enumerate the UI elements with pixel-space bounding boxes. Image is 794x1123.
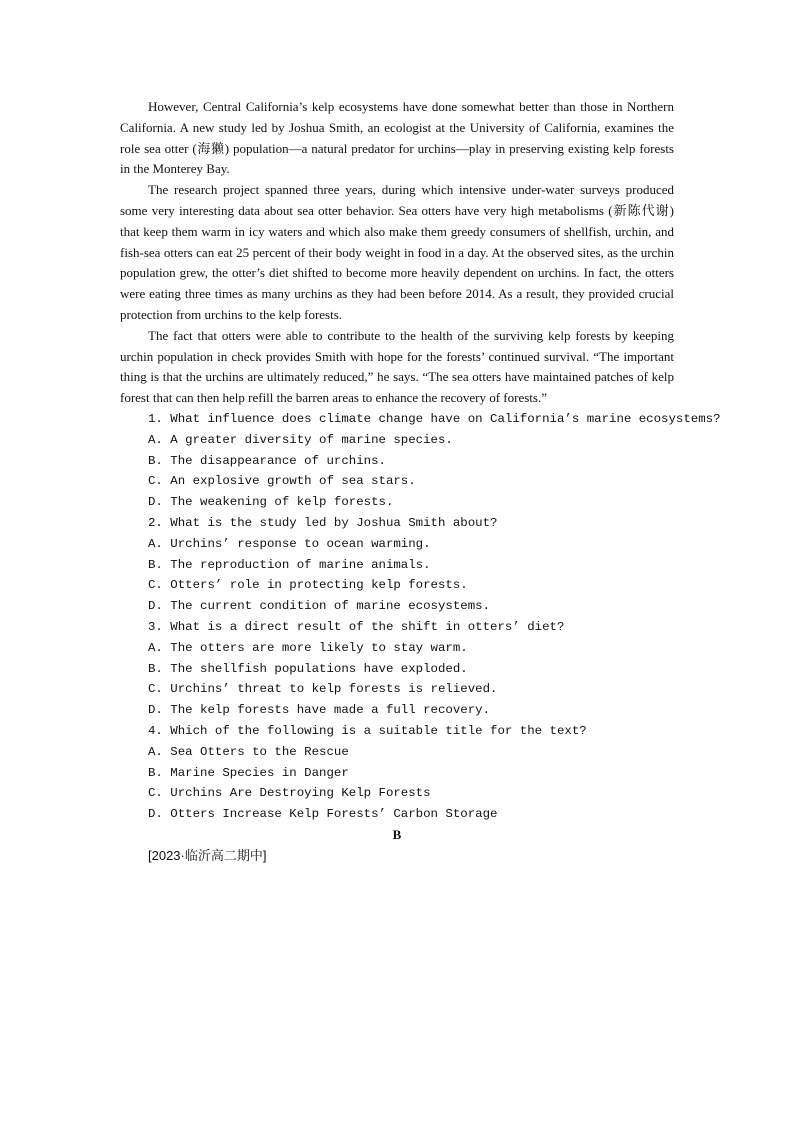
question-stem: 2. What is the study led by Joshua Smith about? <box>148 515 498 530</box>
option-c: C. Urchins Are Destroying Kelp Forests <box>148 786 431 801</box>
paragraph-3: The fact that otters were able to contribute to the health of the surviving kelp forests by keeping urchin population in check provides Smith with hope for the forests’ continued survival. “The important thing is that the urchins are ultimately reduced,” he says. “The sea otters have maintained patches of kelp forest that can then help refill the barren areas to enhance the recovery of forests.” <box>120 327 674 406</box>
option-d: D. The weakening of kelp forests. <box>148 495 394 510</box>
option-b: B. The shellfish populations have exploded. <box>148 661 468 676</box>
option-b: B. The disappearance of urchins. <box>148 453 386 468</box>
option-a: A. A greater diversity of marine species. <box>148 432 453 447</box>
option-d: D. The current condition of marine ecosystems. <box>148 599 491 614</box>
paragraph-1: However, Central California’s kelp ecosystems have done somewhat better than those in Northern California. A new study led by Joshua Smith, an ecologist at the University of California, examines the role sea otter (海獭) population—a natural predator for urchins—play in preserving existing kelp forests in the Monterey Bay. <box>120 99 674 177</box>
question-4 <box>120 721 674 825</box>
option-a: A. The otters are more likely to stay warm. <box>148 640 468 655</box>
section-letter: B <box>392 826 402 842</box>
paragraph-2: The research project spanned three years, during which intensive under-water surveys produced some very interesting data about sea otter behavior. Sea otters have very high metabolisms (新陈代谢) that keep them warm in icy waters and which also make them greedy consumers of shellfish, urchin, and fish-sea otters can eat 25 percent of their body weight in food in a day. At the observed sites, as the urchin population grew, the otter’s diet shifted to become more heavily dependent on urchins. In fact, the otters were eating three times as many urchins as they had been before 2014. As a result, they provided crucial protection from urchins to the kelp forests. <box>120 182 674 322</box>
option-c: C. Urchins’ threat to kelp forests is relieved. <box>148 682 498 697</box>
option-b: B. The reproduction of marine animals. <box>148 557 431 572</box>
option-c: C. An explosive growth of sea stars. <box>148 474 416 489</box>
question-1 <box>120 409 721 513</box>
option-a: A. Sea Otters to the Rescue <box>148 744 349 759</box>
source-tag: [2023·临沂高二期中] <box>148 847 267 863</box>
option-d: D. The kelp forests have made a full recovery. <box>148 703 491 718</box>
question-2 <box>120 513 674 617</box>
option-c: C. Otters’ role in protecting kelp forests. <box>148 578 468 593</box>
question-3 <box>120 617 674 721</box>
question-stem: 4. Which of the following is a suitable title for the text? <box>148 723 587 738</box>
option-d: D. Otters Increase Kelp Forests’ Carbon Storage <box>148 807 498 822</box>
question-stem: 3. What is a direct result of the shift in otters’ diet? <box>148 619 565 634</box>
option-b: B. Marine Species in Danger <box>148 765 349 780</box>
option-a: A. Urchins’ response to ocean warming. <box>148 536 431 551</box>
question-stem: 1. What influence does climate change have on California’s marine ecosystems? <box>148 411 721 426</box>
document-page <box>120 97 721 866</box>
